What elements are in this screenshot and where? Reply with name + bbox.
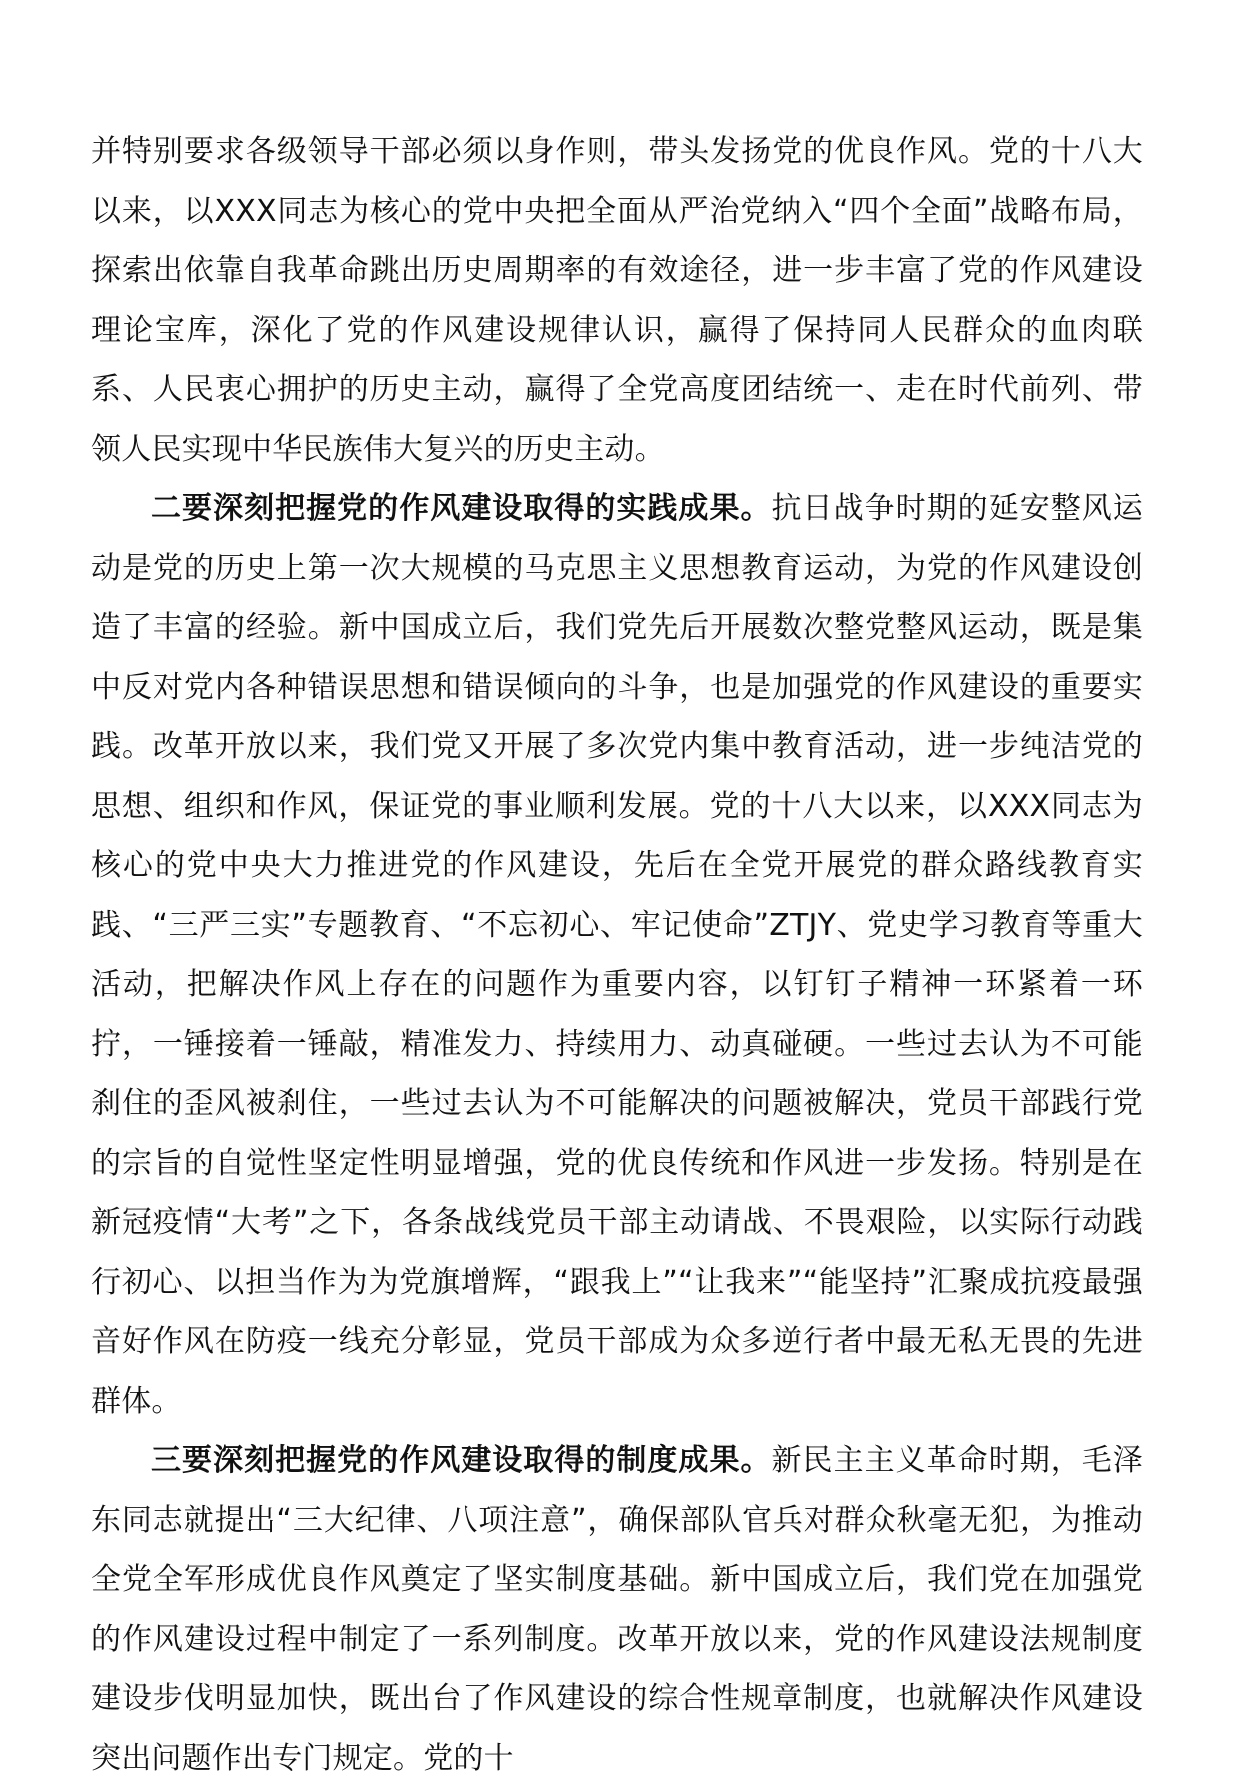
paragraph-3	[91, 1431, 1143, 1788]
paragraph-1	[91, 122, 1143, 479]
paragraph-1-text: 并特别要求各级领导干部必须以身作则，带头发扬党的优良作风。党的十八大以来，以XXX同志为核心的党中央把全面从严治党纳入“四个全面”战略布局，探索出依靠自我革命跳出历史周期率的有效途径，进一步丰富了党的作风建设理论宝库，深化了党的作风建设规律认识，赢得了保持同人民群众的血肉联系、人民衷心拥护的历史主动，赢得了全党高度团结统一、走在时代前列、带领人民实现中华民族伟大复兴的历史主动。	[91, 134, 1143, 467]
paragraph-2-lead-heading: 二要深刻把握党的作风建设取得的实践成果。	[151, 491, 772, 526]
document-body	[91, 122, 1143, 1788]
paragraph-3-lead-heading: 三要深刻把握党的作风建设取得的制度成果。	[151, 1443, 772, 1478]
paragraph-2-text: 抗日战争时期的延安整风运动是党的历史上第一次大规模的马克思主义思想教育运动，为党的作风建设创造了丰富的经验。新中国成立后，我们党先后开展数次整党整风运动，既是集中反对党内各种错误思想和错误倾向的斗争，也是加强党的作风建设的重要实践。改革开放以来，我们党又开展了多次党内集中教育活动，进一步纯洁党的思想、组织和作风，保证党的事业顺利发展。党的十八大以来，以XXX同志为核心的党中央大力推进党的作风建设，先后在全党开展党的群众路线教育实践、“三严三实”专题教育、“不忘初心、牢记使命”ZTJY、党史学习教育等重大活动，把解决作风上存在的问题作为重要内容，以钉钉子精神一环紧着一环拧，一锤接着一锤敲，精准发力、持续用力、动真碰硬。一些过去认为不可能刹住的歪风被刹住，一些过去认为不可能解决的问题被解决，党员干部践行党的宗旨的自觉性坚定性明显增强，党的优良传统和作风进一步发扬。特别是在新冠疫情“大考”之下，各条战线党员干部主动请战、不畏艰险，以实际行动践行初心、以担当作为为党旗增辉，“跟我上”“让我来”“能坚持”汇聚成抗疫最强音好作风在防疫一线充分彰显，党员干部成为众多逆行者中最无私无畏的先进群体。	[91, 491, 1143, 1419]
paragraph-3-text: 新民主主义革命时期，毛泽东同志就提出“三大纪律、八项注意”，确保部队官兵对群众秋毫无犯，为推动全党全军形成优良作风奠定了坚实制度基础。新中国成立后，我们党在加强党的作风建设过程中制定了一系列制度。改革开放以来，党的作风建设法规制度建设步伐明显加快，既出台了作风建设的综合性规章制度，也就解决作风建设突出问题作出专门规定。党的十	[91, 1443, 1143, 1776]
paragraph-2	[91, 479, 1143, 1431]
